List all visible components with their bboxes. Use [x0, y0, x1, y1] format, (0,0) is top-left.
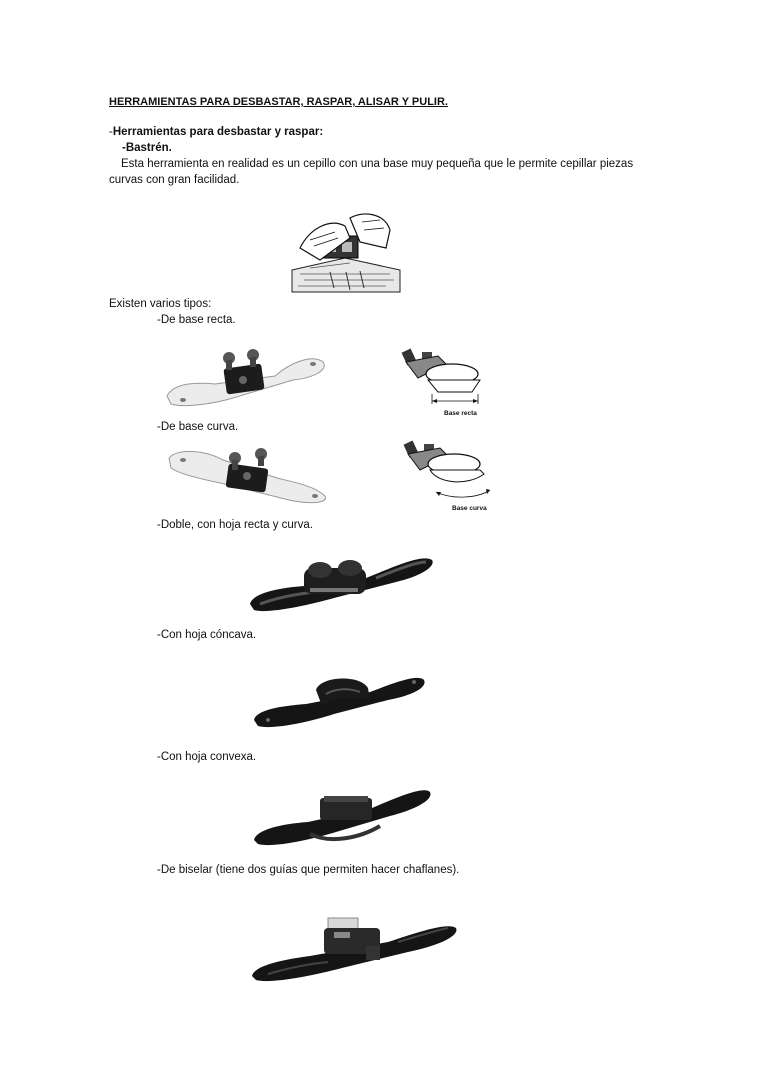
straight-base-diagram	[398, 344, 486, 420]
type-label: -De biselar (tiene dos guías que permiten hacer chaflanes).	[157, 864, 460, 876]
document-title: HERRAMIENTAS PARA DESBASTAR, RASPAR, ALISAR Y PULIR.	[109, 96, 448, 108]
type-label: -De base recta.	[157, 314, 236, 326]
tool-name: -Bastrén.	[122, 142, 172, 154]
type-label: -Con hoja cóncava.	[157, 629, 257, 641]
types-intro: Existen varios tipos:	[109, 298, 212, 310]
curved-base-spokeshave-image	[165, 444, 333, 506]
double-spokeshave-image	[246, 548, 436, 614]
type-label: -Con hoja convexa.	[157, 751, 257, 763]
straight-base-spokeshave-image	[163, 348, 328, 410]
curved-base-diagram	[398, 436, 498, 516]
concave-spokeshave-image	[250, 670, 428, 732]
section-dash: -	[109, 126, 113, 138]
section-heading: Herramientas para desbastar y raspar:	[112, 126, 324, 138]
tool-description	[109, 157, 669, 188]
bevel-spokeshave-image	[248, 912, 460, 986]
curved-base-label: Base curva	[452, 505, 487, 512]
type-label: -De base curva.	[157, 421, 239, 433]
straight-base-label: Base recta	[444, 410, 477, 417]
spokeshave-usage-illustration	[290, 208, 402, 294]
type-label: -Doble, con hoja recta y curva.	[157, 519, 313, 531]
description-text: Esta herramienta en realidad es un cepillo con una base muy pequeña que le permite cepillar piezas curvas con gran facilidad.	[109, 158, 634, 186]
convex-spokeshave-image	[250, 782, 434, 850]
section-heading-line	[109, 125, 323, 140]
